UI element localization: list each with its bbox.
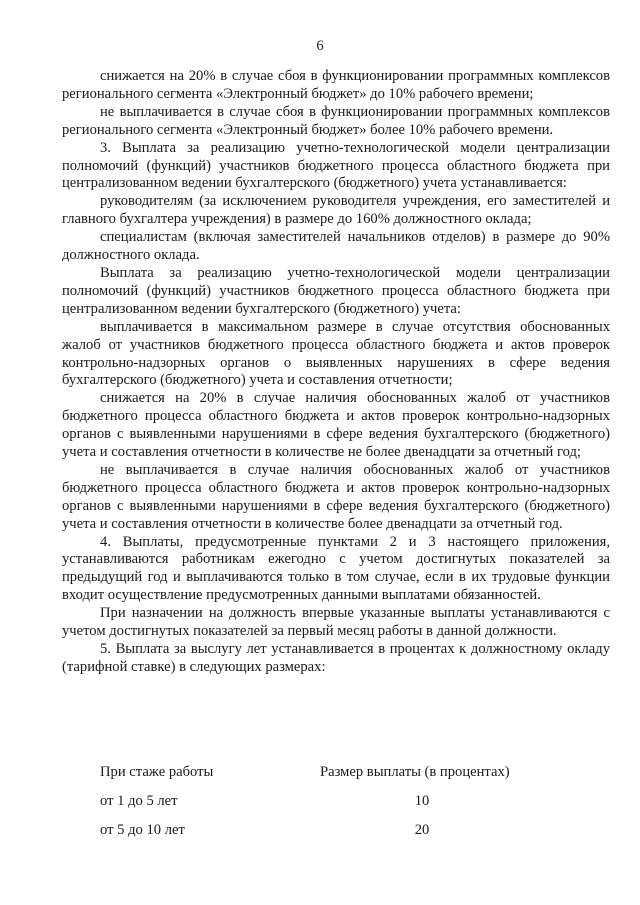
row-amount: 10 [414, 793, 430, 809]
paragraph: руководителям (за исключением руководителя учреждения, его заместителей и главного бухгалтера учреждения) в размере до 160% должностного оклада; [62, 193, 610, 228]
table-row [62, 822, 610, 840]
row-amount: 20 [414, 822, 430, 838]
page-number: 6 [316, 38, 324, 54]
paragraph: 5. Выплата за выслугу лет устанавливается в процентах к должностному окладу (тарифной ставке) в следующих размерах: [62, 641, 610, 675]
document-body [62, 68, 610, 677]
column-header-amount: Размер выплаты (в процентах) [320, 764, 510, 780]
paragraph: Выплата за реализацию учетно-технологической модели централизации полномочий (функций) участников бюджетного процесса областного бюджета при централизованном ведении бухгалтерского (бюджетного) учета: [62, 264, 610, 317]
column-header-period: При стаже работы [100, 764, 214, 780]
paragraph: снижается на 20% в случае наличия обоснованных жалоб от участников бюджетного процесса областного бюджета и актов проверок контрольно-надзорных органов с выявленными нарушениями в сфере ведения бухгалтерского (бюджетного) учета и составления отчетности в количестве не более двенадцати за отчетный год; [62, 390, 610, 461]
row-period: от 5 до 10 лет [100, 822, 185, 838]
paragraph: При назначении на должность впервые указанные выплаты устанавливаются с учетом достигнутых показателей за первый месяц работы в данной должности. [62, 605, 610, 640]
paragraph: 3. Выплата за реализацию учетно-технологической модели централизации полномочий (функций) участников бюджетного процесса областного бюджета при централизованном ведении бухгалтерского (бюджетного) учета устанавливается: [62, 139, 610, 192]
paragraph: снижается на 20% в случае сбоя в функционировании программных комплексов регионального сегмента «Электронный бюджет» до 10% рабочего времени; [62, 68, 610, 102]
paragraph: не выплачивается в случае сбоя в функционировании программных комплексов регионального сегмента «Электронный бюджет» более 10% рабочего времени. [62, 103, 610, 138]
paragraph: выплачивается в максимальном размере в случае отсутствия обоснованных жалоб от участников бюджетного процесса областного бюджета и актов проверок контрольно-надзорных органов о выявленных нарушениях в сфере ведения бухгалтерского (бюджетного) учета и составления отчетности; [62, 318, 610, 389]
table-row [62, 793, 610, 811]
paragraph: 4. Выплаты, предусмотренные пунктами 2 и 3 настоящего приложения, устанавливаются работникам ежегодно с учетом достигнутых показателей за предыдущий год и выплачиваются только в том случае, если в их трудовые функции входит осуществление предусмотренных данными выплатами обязанностей. [62, 533, 610, 604]
row-period: от 1 до 5 лет [100, 793, 178, 809]
table-header-row [62, 764, 610, 782]
paragraph: специалистам (включая заместителей начальников отделов) в размере до 90% должностного оклада. [62, 229, 610, 264]
seniority-table [62, 764, 610, 840]
paragraph: не выплачивается в случае наличия обоснованных жалоб от участников бюджетного процесса областного бюджета и актов проверок контрольно-надзорных органов с выявленными нарушениями в сфере ведения бухгалтерского (бюджетного) учета и составления отчетности в количестве более двенадцати за отчетный год. [62, 461, 610, 532]
